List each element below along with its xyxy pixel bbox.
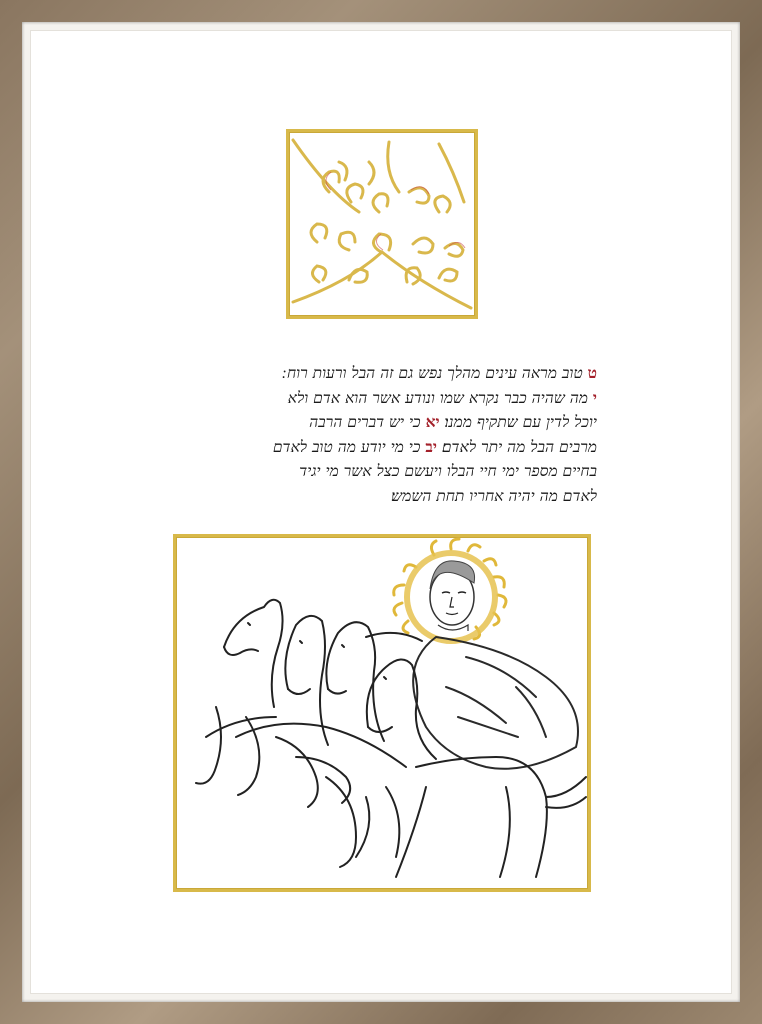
verse-text: בחיים מספר ימי חיי הבלו ויעשם כצל אשר מי יגיד [299, 462, 597, 480]
verse-text: טוב מראה עינים מהלך נפש גם זה הבל ורעות רוח ׃ [282, 364, 588, 382]
paper-mat [30, 30, 732, 994]
text-line [171, 459, 597, 484]
verse-text: מרבים הבל מה יתר לאדם׃ [436, 437, 597, 456]
sun-icon [394, 539, 506, 641]
verse-text: יוכל לדין עם שתקיף ממנו׃ [439, 413, 597, 431]
verse-text: כי יש דברים הרבה [309, 413, 426, 431]
gold-ornament-box [286, 129, 478, 319]
verse-number: ט [587, 363, 597, 382]
text-line [171, 386, 597, 411]
flourish-ornament-icon [289, 132, 475, 316]
verse-text: לאדם מה יהיה אחריו תחת השמש׃ [391, 486, 597, 505]
text-line [171, 484, 597, 509]
verse-number: יב [425, 436, 437, 456]
text-line [171, 410, 597, 435]
verse-number: יא [425, 412, 440, 431]
frame-inner-edge [22, 22, 740, 1002]
sun-chariot-illustration [176, 537, 588, 889]
horses-icon [196, 600, 586, 877]
text-line [171, 361, 597, 386]
hebrew-text-block [171, 361, 597, 511]
text-line [171, 435, 597, 460]
gold-illustration-box [173, 534, 591, 892]
verse-text: כי מי יודע מה טוב לאדם [272, 437, 426, 456]
verse-text: מה שהיה כבר נקרא שמו ונודע אשר הוא אדם ולא [287, 388, 593, 407]
verse-number: י [592, 387, 597, 407]
